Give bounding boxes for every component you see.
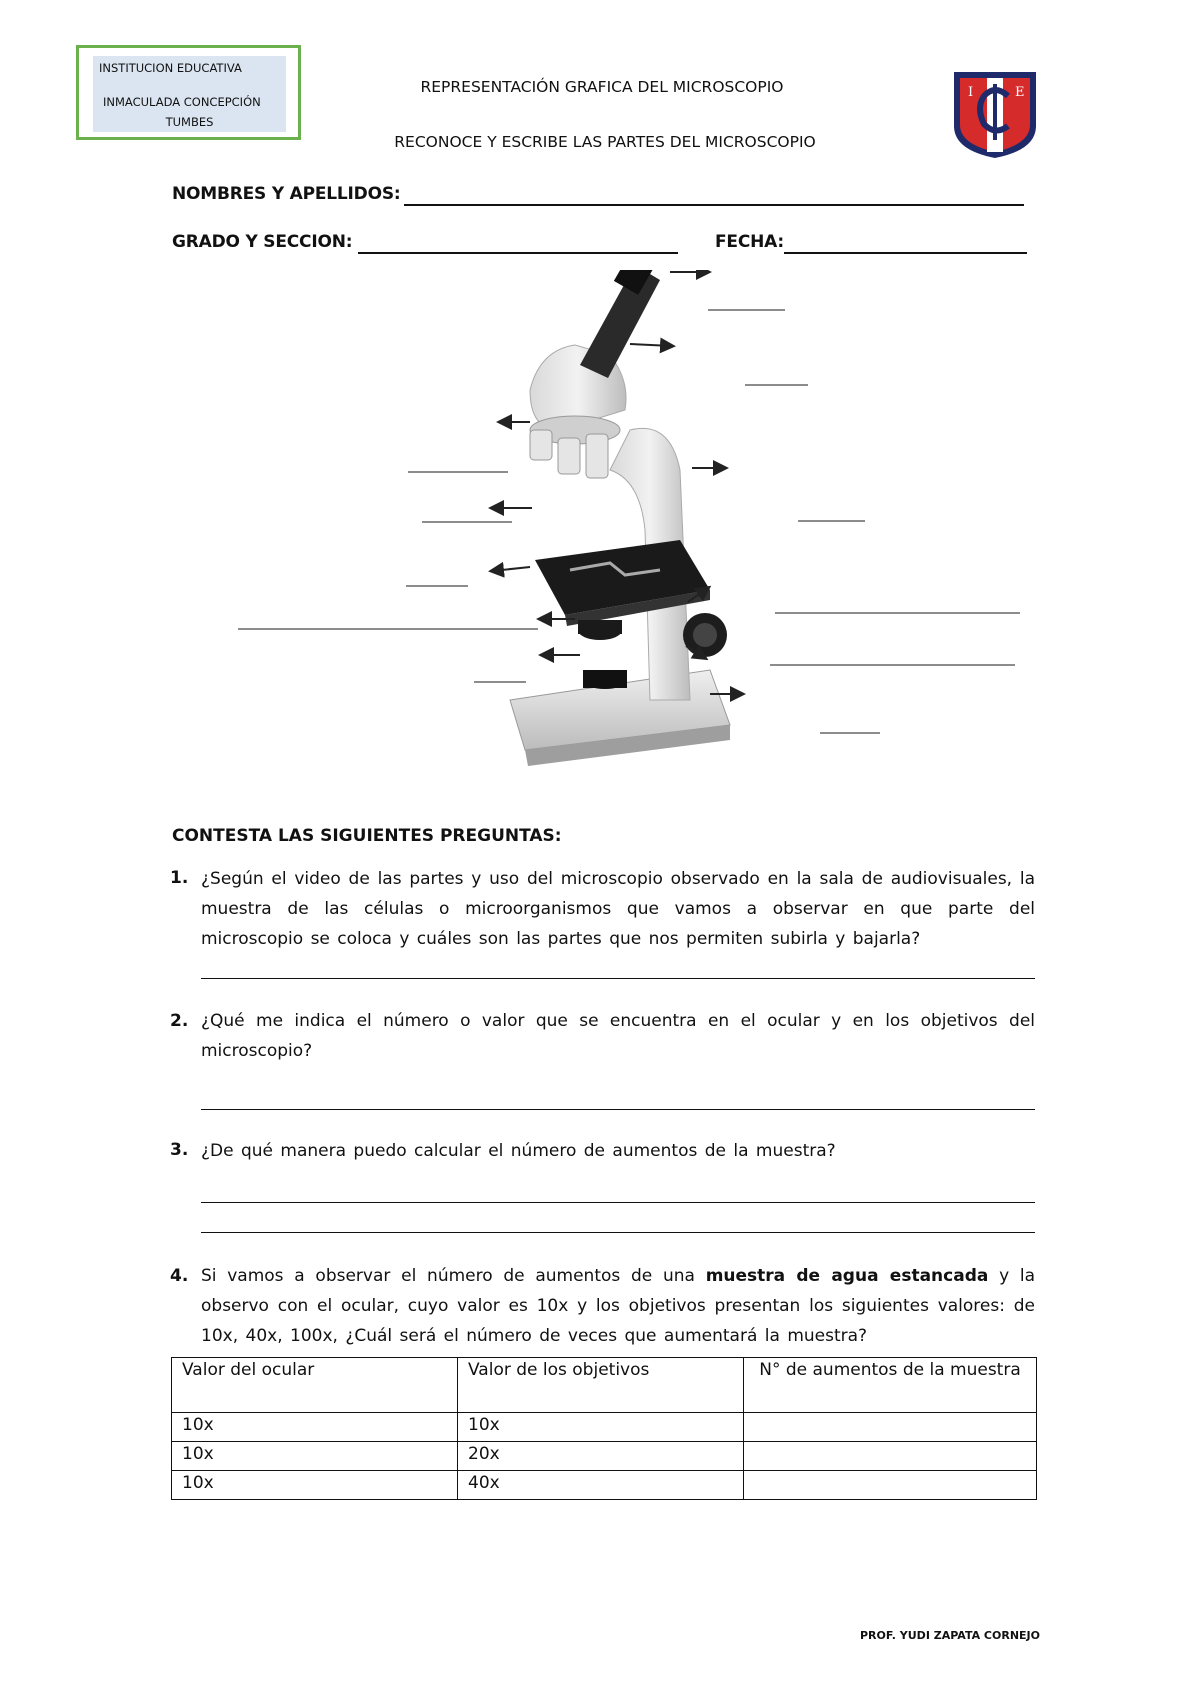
label-blanks[interactable] bbox=[238, 310, 1020, 733]
crest-letter-i: I bbox=[968, 85, 974, 100]
question-text: ¿Qué me indica el número o valor que se encuentra en el ocular y en los objetivos del microscopio? bbox=[201, 1011, 1035, 1061]
answer-line[interactable] bbox=[201, 1109, 1035, 1110]
table-header-cell: N° de aumentos de la muestra bbox=[744, 1358, 1037, 1413]
question-text-part: y la observo con el ocular, cuyo valor es 10x y los objetivos presentan los siguientes valores: de 10x, 40x, 100x, ¿Cuál será el número de veces que aumentará la muestra? bbox=[201, 1266, 1036, 1346]
table-row bbox=[172, 1471, 1037, 1500]
table-header-cell: Valor de los objetivos bbox=[458, 1358, 744, 1413]
teacher-name-footer: PROF. YUDI ZAPATA CORNEJO bbox=[860, 1629, 1040, 1642]
school-name-line-2: INMACULADA CONCEPCIÓN bbox=[103, 95, 261, 109]
table-row bbox=[172, 1442, 1037, 1471]
answer-line[interactable] bbox=[201, 1232, 1035, 1233]
table-cell: 20x bbox=[458, 1442, 744, 1471]
eyepiece-tube bbox=[580, 270, 660, 378]
question-number: 2. bbox=[170, 1011, 189, 1031]
document-subtitle: RECONOCE Y ESCRIBE LAS PARTES DEL MICROSCOPIO bbox=[394, 133, 816, 151]
question-number: 3. bbox=[170, 1140, 189, 1160]
name-field-blank[interactable] bbox=[404, 204, 1024, 206]
table-cell: 10x bbox=[172, 1442, 458, 1471]
answer-cell[interactable] bbox=[744, 1442, 1037, 1471]
question-text bbox=[201, 1261, 1035, 1351]
question-number: 4. bbox=[170, 1266, 189, 1286]
table-row bbox=[172, 1413, 1037, 1442]
table-header-cell: Valor del ocular bbox=[172, 1358, 458, 1413]
answer-line[interactable] bbox=[201, 1202, 1035, 1203]
table-cell: 40x bbox=[458, 1471, 744, 1500]
question-text-part: Si vamos a observar el número de aumentos de una bbox=[201, 1266, 706, 1286]
table-cell: 10x bbox=[458, 1413, 744, 1442]
name-field-label: NOMBRES Y APELLIDOS: bbox=[172, 184, 401, 204]
crest-letter-e: E bbox=[1015, 85, 1025, 100]
date-field-label: FECHA: bbox=[715, 232, 784, 252]
answer-cell[interactable] bbox=[744, 1471, 1037, 1500]
document-title: REPRESENTACIÓN GRAFICA DEL MICROSCOPIO bbox=[420, 78, 784, 96]
grade-field-blank[interactable] bbox=[358, 252, 678, 254]
answer-line[interactable] bbox=[201, 978, 1035, 979]
answer-cell[interactable] bbox=[744, 1413, 1037, 1442]
table-cell: 10x bbox=[172, 1471, 458, 1500]
questions-heading: CONTESTA LAS SIGUIENTES PREGUNTAS: bbox=[172, 826, 562, 846]
school-name-line-1: INSTITUCION EDUCATIVA bbox=[99, 61, 242, 75]
question-text: ¿Según el video de las partes y uso del microscopio observado en la sala de audiovisuales, la muestra de las células o microorganismos que vamos a observar en que parte del microscopio se coloca y cuáles son las partes que nos permiten subirla y bajarla? bbox=[201, 869, 1035, 949]
question-emphasis: muestra de agua estancada bbox=[705, 1266, 989, 1286]
question-text: ¿De qué manera puedo calcular el número de aumentos de la muestra? bbox=[201, 1141, 836, 1161]
table-header-row bbox=[172, 1358, 1037, 1413]
magnification-table bbox=[171, 1357, 1037, 1500]
grade-field-label: GRADO Y SECCION: bbox=[172, 232, 353, 252]
microscope-diagram bbox=[230, 270, 1030, 770]
school-crest-logo bbox=[950, 68, 1040, 160]
school-name-line-3: TUMBES bbox=[165, 115, 214, 129]
table-cell: 10x bbox=[172, 1413, 458, 1442]
question-number: 1. bbox=[170, 868, 189, 888]
date-field-blank[interactable] bbox=[784, 252, 1027, 254]
